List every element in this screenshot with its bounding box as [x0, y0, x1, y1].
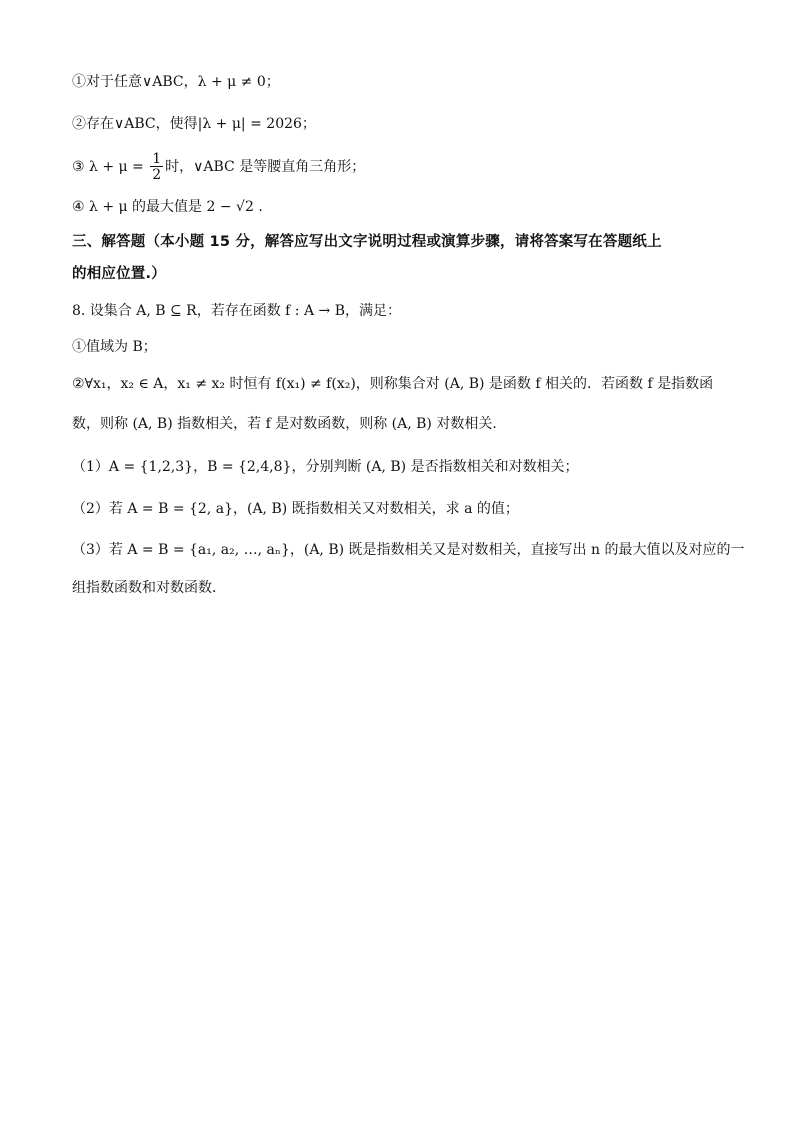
section-heading-line-1: 三、解答题（本小题 15 分，解答应写出文字说明过程或演算步骤，请将答案写在答题纸上	[72, 234, 662, 250]
statement-3	[72, 150, 722, 184]
statement-3-suffix: 时，∨ABC 是等腰直角三角形；	[165, 159, 366, 175]
part-1: （1）A = {1,2,3}，B = {2,4,8}，分别判断 (A, B) 是否指数相关和对数相关；	[72, 459, 579, 475]
part-2: （2）若 A = B = {2, a}，(A, B) 既指数相关又对数相关，求 a 的值；	[72, 501, 519, 517]
condition-2: ②∀x₁，x₂ ∈ A，x₁ ≠ x₂ 时恒有 f(x₁) ≠ f(x₂)，则称集合对 (A, B) 是函数 f 相关的．若函数 f 是指数函	[72, 376, 714, 392]
statement-3-prefix: ③ λ + μ =	[72, 159, 149, 175]
problem-intro: 8. 设集合 A, B ⊆ R，若存在函数 f : A → B，满足：	[72, 303, 402, 319]
part-3: （3）若 A = B = {a₁, a₂, …, aₙ}，(A, B) 既是指数相关又是对数相关，直接写出 n 的最大值以及对应的一	[72, 542, 745, 558]
statement-1: ①对于任意∨ABC，λ + μ ≠ 0；	[72, 74, 280, 90]
statement-4: ④ λ + μ 的最大值是 2 − √2 .	[72, 199, 263, 215]
section-heading-line-2: 的相应位置.）	[72, 266, 166, 282]
condition-2-continued: 数，则称 (A, B) 指数相关，若 f 是对数函数，则称 (A, B) 对数相关．	[72, 416, 507, 432]
fraction-denominator: 2	[152, 167, 162, 183]
fraction-numerator: 1	[152, 151, 162, 167]
part-3-continued: 组指数函数和对数函数．	[72, 580, 226, 596]
fraction	[150, 152, 163, 182]
condition-1: ①值域为 B；	[72, 339, 157, 355]
statement-2: ②存在∨ABC，使得|λ + μ| = 2026；	[72, 116, 316, 132]
